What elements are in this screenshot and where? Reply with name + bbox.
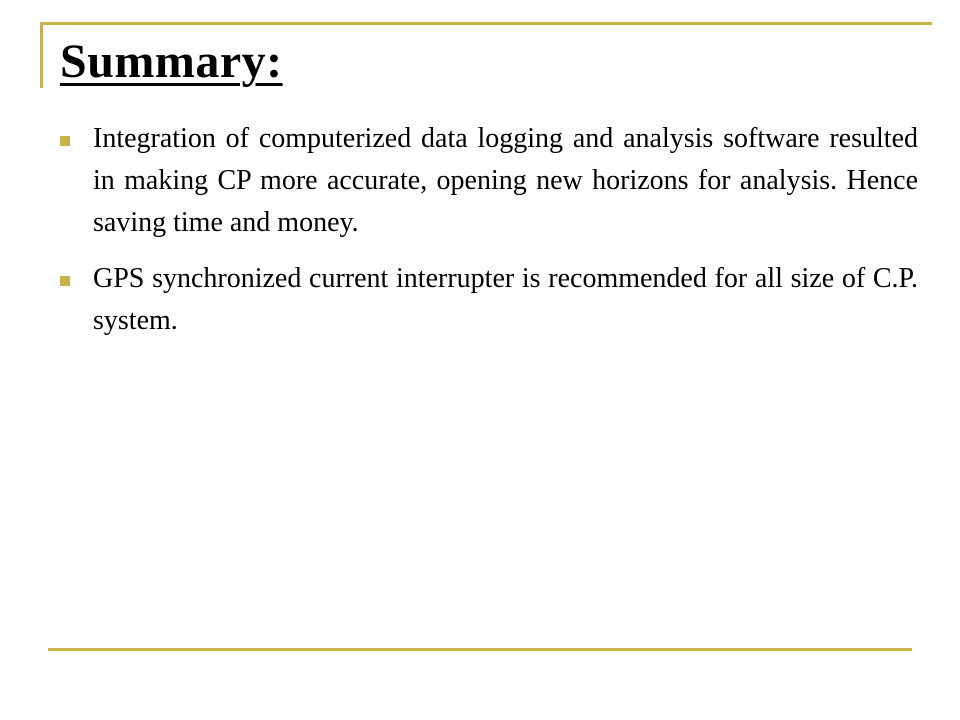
bottom-divider-line	[48, 648, 912, 651]
top-divider-line	[40, 22, 932, 25]
bullet-text: GPS synchronized current interrupter is recommended for all size of C.P. system.	[93, 263, 918, 336]
left-accent-line	[40, 22, 43, 88]
slide-title: Summary:	[60, 35, 283, 88]
square-bullet-icon	[60, 276, 70, 286]
bullet-item	[60, 258, 918, 342]
square-bullet-icon	[60, 136, 70, 146]
bullet-list	[60, 118, 918, 356]
bullet-item	[60, 118, 918, 244]
bullet-text: Integration of computerized data logging and analysis software resulted in making CP more accurate, opening new horizons for analysis. Hence saving time and money.	[93, 123, 918, 238]
